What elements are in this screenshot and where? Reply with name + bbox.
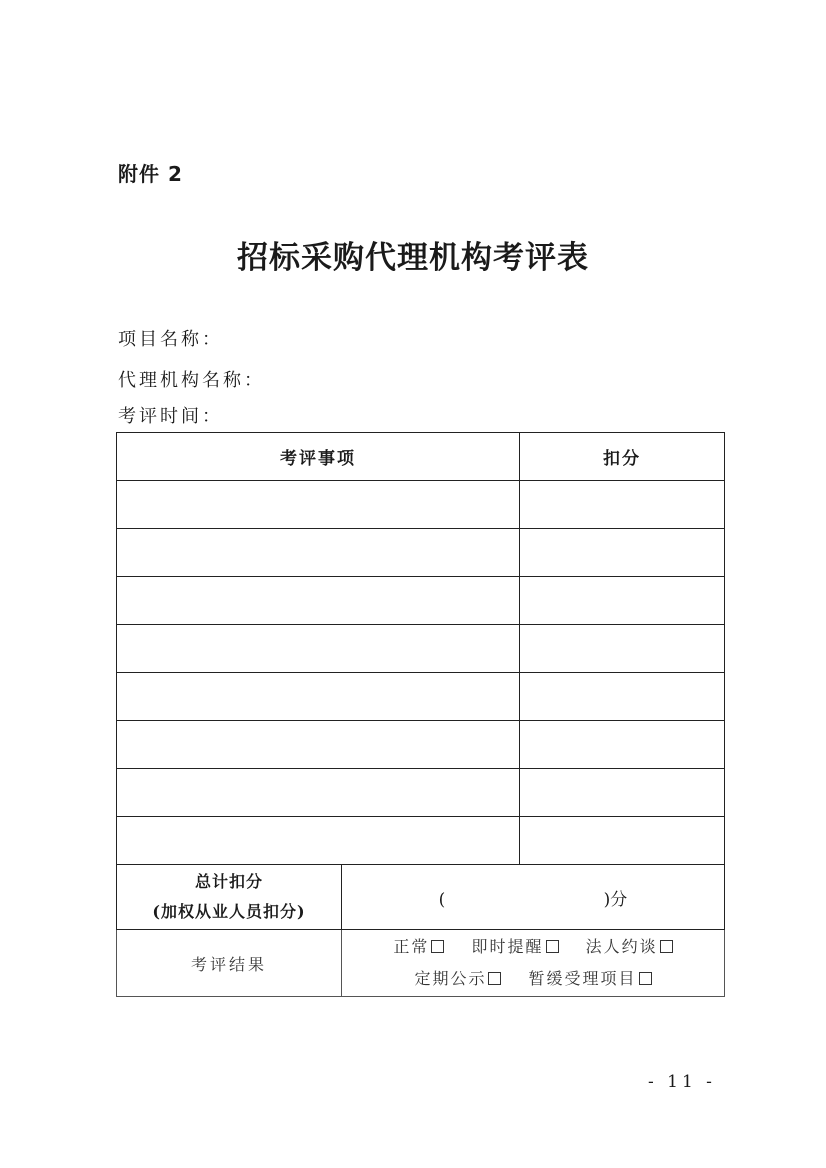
- eval-item-cell[interactable]: [117, 577, 520, 625]
- eval-result-options: [342, 930, 725, 997]
- result-options-line1: [342, 931, 724, 963]
- checkbox[interactable]: [639, 972, 652, 985]
- checkbox[interactable]: [660, 940, 673, 953]
- deduction-cell[interactable]: [520, 625, 725, 673]
- table-row: [117, 721, 725, 769]
- total-deduction-label: [117, 865, 342, 930]
- option-legal-interview[interactable]: [586, 931, 673, 963]
- option-label: 法人约谈: [585, 937, 658, 956]
- option-label: 正常: [393, 937, 430, 956]
- eval-item-cell[interactable]: [117, 481, 520, 529]
- deduction-cell[interactable]: [520, 769, 725, 817]
- total-label-line1: 总计扣分: [194, 872, 263, 891]
- project-name-label: 项目名称：: [118, 329, 223, 350]
- page-title: 招标采购代理机构考评表: [237, 240, 589, 276]
- option-label: 即时提醒: [471, 937, 544, 956]
- eval-item-cell[interactable]: [117, 625, 520, 673]
- eval-item-cell[interactable]: [117, 769, 520, 817]
- total-paren-close: )分: [603, 889, 628, 910]
- option-periodic-publicity[interactable]: [414, 963, 501, 995]
- checkbox[interactable]: [546, 940, 559, 953]
- table-row: [117, 481, 725, 529]
- table-header-row: [117, 433, 725, 481]
- table-row: [117, 577, 725, 625]
- deduction-cell[interactable]: [520, 721, 725, 769]
- evaluation-table: [116, 432, 725, 997]
- option-immediate-reminder[interactable]: [471, 931, 558, 963]
- agency-name-label: 代理机构名称：: [118, 370, 265, 391]
- checkbox[interactable]: [431, 940, 444, 953]
- eval-item-cell[interactable]: [117, 817, 520, 865]
- total-label-line2: (加权从业人员扣分): [152, 902, 306, 921]
- option-suspend-projects[interactable]: [529, 963, 652, 995]
- eval-item-cell[interactable]: [117, 529, 520, 577]
- deduction-cell[interactable]: [520, 817, 725, 865]
- deduction-cell[interactable]: [520, 673, 725, 721]
- total-deduction-value[interactable]: [342, 865, 725, 930]
- result-row: [117, 930, 725, 997]
- table-row: [117, 625, 725, 673]
- deduction-cell[interactable]: [520, 529, 725, 577]
- table-row: [117, 673, 725, 721]
- table-row: [117, 529, 725, 577]
- eval-time-label: 考评时间：: [118, 406, 223, 427]
- header-eval-item: 考评事项: [117, 433, 520, 481]
- attachment-label: 附件 2: [118, 162, 183, 186]
- eval-result-label: 考评结果: [117, 930, 342, 997]
- option-label: 暂缓受理项目: [528, 969, 637, 988]
- deduction-cell[interactable]: [520, 481, 725, 529]
- total-paren-open: (: [438, 889, 446, 910]
- table-row: [117, 769, 725, 817]
- total-row: [117, 865, 725, 930]
- header-deduction: 扣分: [520, 433, 725, 481]
- option-label: 定期公示: [414, 969, 487, 988]
- table-row: [117, 817, 725, 865]
- eval-item-cell[interactable]: [117, 673, 520, 721]
- option-normal[interactable]: [393, 931, 444, 963]
- page-number: - 11 -: [648, 1072, 716, 1092]
- deduction-cell[interactable]: [520, 577, 725, 625]
- eval-item-cell[interactable]: [117, 721, 520, 769]
- checkbox[interactable]: [488, 972, 501, 985]
- result-options-line2: [342, 963, 724, 995]
